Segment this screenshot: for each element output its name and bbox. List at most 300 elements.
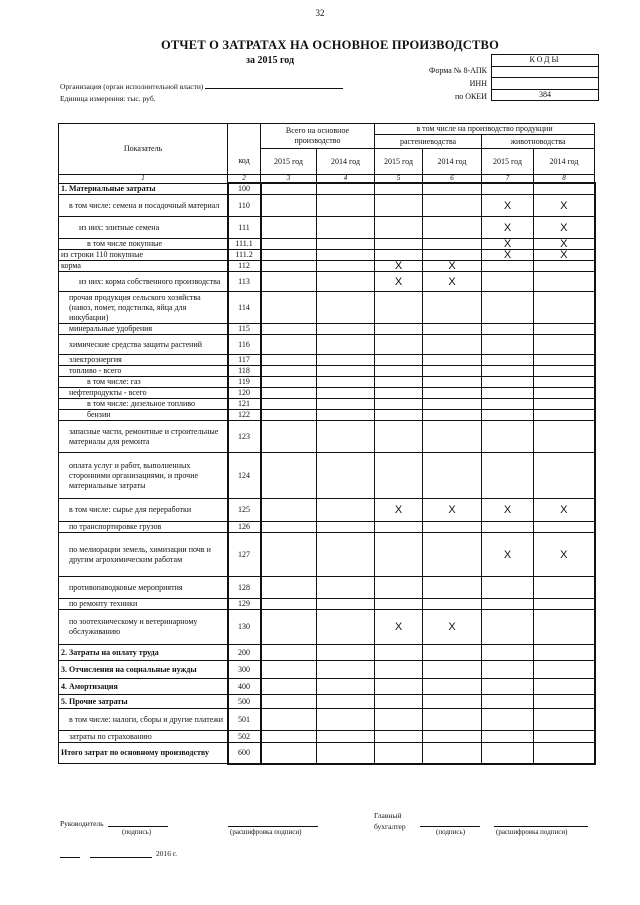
- value-cell[interactable]: [534, 272, 595, 292]
- value-cell[interactable]: [261, 610, 317, 645]
- value-cell[interactable]: [261, 599, 317, 610]
- value-cell[interactable]: [423, 217, 482, 239]
- inn-label: ИНН: [469, 79, 487, 88]
- row-code: 130: [228, 610, 261, 645]
- inn-code-cell: [492, 78, 599, 90]
- value-cell[interactable]: [482, 183, 534, 195]
- chief-signature-line[interactable]: [420, 826, 480, 827]
- row-code: 116: [228, 335, 261, 355]
- date-day-line[interactable]: [60, 857, 80, 858]
- value-cell[interactable]: [375, 292, 423, 324]
- value-cell[interactable]: [261, 399, 317, 410]
- table-row: [59, 183, 595, 195]
- row-indicator: в том числе: дизельное топливо: [59, 399, 228, 410]
- value-cell[interactable]: [317, 272, 375, 292]
- value-cell[interactable]: [375, 335, 423, 355]
- row-indicator: по зоотехническому и ветеринарному обслуживанию: [59, 610, 228, 645]
- value-cell[interactable]: [534, 183, 595, 195]
- report-title: ОТЧЕТ О ЗАТРАТАХ НА ОСНОВНОЕ ПРОИЗВОДСТВО: [160, 38, 500, 52]
- value-cell[interactable]: [375, 522, 423, 533]
- value-cell[interactable]: [423, 377, 482, 388]
- value-cell[interactable]: [482, 410, 534, 421]
- value-cell[interactable]: [261, 522, 317, 533]
- value-cell[interactable]: [261, 421, 317, 453]
- row-indicator: в том числе: семена и посадочный материал: [59, 195, 228, 217]
- value-cell[interactable]: [317, 695, 375, 709]
- value-cell[interactable]: [317, 399, 375, 410]
- header-code-blank: [228, 124, 261, 149]
- value-cell[interactable]: [317, 377, 375, 388]
- value-cell[interactable]: [482, 399, 534, 410]
- row-code: 122: [228, 410, 261, 421]
- value-cell[interactable]: [261, 645, 317, 661]
- value-cell[interactable]: [482, 355, 534, 366]
- value-cell[interactable]: [317, 533, 375, 577]
- value-cell[interactable]: [482, 335, 534, 355]
- value-cell[interactable]: [317, 183, 375, 195]
- not-applicable-mark: X: [482, 250, 534, 261]
- row-indicator: прочая продукция сельского хозяйства (навоз, помет, подстилка, яйца для инкубации): [59, 292, 228, 324]
- value-cell[interactable]: [375, 239, 423, 250]
- header-livestock-2014: 2014 год: [534, 149, 595, 175]
- value-cell[interactable]: [423, 599, 482, 610]
- organization-field[interactable]: [205, 88, 343, 89]
- value-cell[interactable]: [482, 599, 534, 610]
- value-cell[interactable]: [317, 410, 375, 421]
- col-number: 6: [423, 175, 482, 184]
- value-cell[interactable]: [375, 533, 423, 577]
- value-cell[interactable]: [317, 250, 375, 261]
- value-cell[interactable]: [482, 261, 534, 272]
- value-cell[interactable]: [534, 399, 595, 410]
- row-indicator: топливо - всего: [59, 366, 228, 377]
- okei-code-cell: 384: [492, 89, 599, 101]
- value-cell[interactable]: [423, 421, 482, 453]
- row-code: 112: [228, 261, 261, 272]
- row-indicator: Итого затрат по основному производству: [59, 743, 228, 764]
- row-code: 124: [228, 453, 261, 499]
- value-cell[interactable]: [423, 453, 482, 499]
- row-indicator: в том числе: сырье для переработки: [59, 499, 228, 522]
- not-applicable-mark: X: [482, 195, 534, 217]
- value-cell[interactable]: [317, 292, 375, 324]
- value-cell[interactable]: [261, 183, 317, 195]
- table-row: [59, 533, 595, 577]
- value-cell[interactable]: [423, 410, 482, 421]
- value-cell[interactable]: [482, 324, 534, 335]
- value-cell[interactable]: [375, 366, 423, 377]
- row-indicator: 4. Амортизация: [59, 679, 228, 695]
- not-applicable-mark: X: [534, 239, 595, 250]
- row-indicator: минеральные удобрения: [59, 324, 228, 335]
- header-livestock: животноводства: [482, 135, 595, 149]
- table-row: [59, 250, 595, 261]
- value-cell[interactable]: [317, 421, 375, 453]
- col-number: 1: [59, 175, 228, 184]
- value-cell[interactable]: [317, 709, 375, 731]
- table-body: [59, 183, 595, 764]
- value-cell[interactable]: [423, 533, 482, 577]
- value-cell[interactable]: [534, 261, 595, 272]
- value-cell[interactable]: [261, 250, 317, 261]
- value-cell[interactable]: [375, 645, 423, 661]
- not-applicable-mark: X: [482, 239, 534, 250]
- header-crop: растениеводства: [375, 135, 482, 149]
- row-code: 123: [228, 421, 261, 453]
- value-cell[interactable]: [261, 292, 317, 324]
- row-code: 110: [228, 195, 261, 217]
- value-cell[interactable]: [261, 499, 317, 522]
- value-cell[interactable]: [261, 217, 317, 239]
- value-cell[interactable]: [375, 661, 423, 679]
- value-cell[interactable]: [375, 577, 423, 599]
- value-cell[interactable]: [534, 453, 595, 499]
- value-cell[interactable]: [317, 335, 375, 355]
- value-cell[interactable]: [375, 410, 423, 421]
- table-row: [59, 195, 595, 217]
- table-row: [59, 453, 595, 499]
- value-cell[interactable]: [423, 709, 482, 731]
- value-cell[interactable]: [423, 731, 482, 743]
- value-cell[interactable]: [482, 743, 534, 764]
- chief-decoding-line[interactable]: [494, 826, 588, 827]
- value-cell[interactable]: [261, 355, 317, 366]
- row-code: 100: [228, 183, 261, 195]
- row-indicator: по мелиорации земель, химизации почв и другим агрохимическим работам: [59, 533, 228, 577]
- value-cell[interactable]: [534, 377, 595, 388]
- value-cell[interactable]: [261, 377, 317, 388]
- header-indicator: Показатель: [59, 124, 228, 175]
- row-code: 127: [228, 533, 261, 577]
- not-applicable-mark: X: [482, 499, 534, 522]
- col-number: 7: [482, 175, 534, 184]
- value-cell[interactable]: [423, 355, 482, 366]
- table-row: [59, 661, 595, 679]
- value-cell[interactable]: [482, 377, 534, 388]
- page-number: 32: [315, 8, 325, 18]
- value-cell[interactable]: [261, 661, 317, 679]
- value-cell[interactable]: [534, 709, 595, 731]
- value-cell[interactable]: [375, 355, 423, 366]
- table-row: [59, 399, 595, 410]
- header-total: Всего на основное производство: [261, 124, 375, 149]
- row-code: 115: [228, 324, 261, 335]
- organization-label: Организация (орган исполнительной власти): [60, 82, 343, 91]
- chief-decoding-caption: (расшифровка подписи): [496, 828, 568, 836]
- not-applicable-mark: X: [534, 217, 595, 239]
- header-crop-2014: 2014 год: [423, 149, 482, 175]
- head-signature-line[interactable]: [108, 826, 168, 827]
- value-cell[interactable]: [482, 453, 534, 499]
- value-cell[interactable]: [317, 453, 375, 499]
- value-cell[interactable]: [423, 183, 482, 195]
- value-cell[interactable]: [534, 599, 595, 610]
- head-decoding-caption: (расшифровка подписи): [230, 828, 302, 836]
- costs-table: [58, 123, 596, 765]
- col-number: 3: [261, 175, 317, 184]
- row-code: 111.2: [228, 250, 261, 261]
- value-cell[interactable]: [482, 577, 534, 599]
- value-cell[interactable]: [261, 388, 317, 399]
- value-cell[interactable]: [375, 679, 423, 695]
- value-cell[interactable]: [423, 239, 482, 250]
- not-applicable-mark: X: [423, 610, 482, 645]
- row-code: 502: [228, 731, 261, 743]
- row-code: 600: [228, 743, 261, 764]
- value-cell[interactable]: [482, 292, 534, 324]
- header-total-2015: 2015 год: [261, 149, 317, 175]
- table-row: [59, 709, 595, 731]
- value-cell[interactable]: [261, 731, 317, 743]
- value-cell[interactable]: [482, 522, 534, 533]
- value-cell[interactable]: [482, 731, 534, 743]
- table-row: [59, 335, 595, 355]
- row-code: 111: [228, 217, 261, 239]
- not-applicable-mark: X: [534, 533, 595, 577]
- not-applicable-mark: X: [423, 499, 482, 522]
- value-cell[interactable]: [317, 679, 375, 695]
- value-cell[interactable]: [534, 661, 595, 679]
- value-cell[interactable]: [375, 421, 423, 453]
- col-number: 8: [534, 175, 595, 184]
- header-livestock-2015: 2015 год: [482, 149, 534, 175]
- value-cell[interactable]: [317, 499, 375, 522]
- value-cell[interactable]: [423, 195, 482, 217]
- row-indicator: химические средства защиты растений: [59, 335, 228, 355]
- table-row: [59, 577, 595, 599]
- value-cell[interactable]: [534, 324, 595, 335]
- table-row: [59, 217, 595, 239]
- value-cell[interactable]: [375, 599, 423, 610]
- not-applicable-mark: X: [375, 499, 423, 522]
- col-number: 2: [228, 175, 261, 184]
- header-crop-2015: 2015 год: [375, 149, 423, 175]
- value-cell[interactable]: [261, 239, 317, 250]
- value-cell[interactable]: [261, 366, 317, 377]
- chief-signature-caption: (подпись): [436, 828, 466, 836]
- head-signature-caption: (подпись): [122, 828, 152, 836]
- value-cell[interactable]: [317, 743, 375, 764]
- table-row: [59, 599, 595, 610]
- value-cell[interactable]: [375, 709, 423, 731]
- value-cell[interactable]: [482, 709, 534, 731]
- table-row: [59, 645, 595, 661]
- value-cell[interactable]: [317, 645, 375, 661]
- table-row: [59, 421, 595, 453]
- not-applicable-mark: X: [534, 499, 595, 522]
- value-cell[interactable]: [534, 335, 595, 355]
- row-code: 500: [228, 695, 261, 709]
- value-cell[interactable]: [534, 410, 595, 421]
- value-cell[interactable]: [482, 695, 534, 709]
- row-indicator: 2. Затраты на оплату труда: [59, 645, 228, 661]
- value-cell[interactable]: [534, 695, 595, 709]
- row-indicator: нефтепродукты - всего: [59, 388, 228, 399]
- value-cell[interactable]: [482, 421, 534, 453]
- row-code: 128: [228, 577, 261, 599]
- row-code: 118: [228, 366, 261, 377]
- row-code: 129: [228, 599, 261, 610]
- row-indicator: из них: корма собственного производства: [59, 272, 228, 292]
- codes-box: [491, 54, 599, 101]
- row-indicator: 5. Прочие затраты: [59, 695, 228, 709]
- value-cell[interactable]: [317, 599, 375, 610]
- value-cell[interactable]: [482, 661, 534, 679]
- value-cell[interactable]: [375, 377, 423, 388]
- value-cell[interactable]: [317, 366, 375, 377]
- value-cell[interactable]: [261, 533, 317, 577]
- value-cell[interactable]: [375, 743, 423, 764]
- value-cell[interactable]: [317, 731, 375, 743]
- row-code: 114: [228, 292, 261, 324]
- value-cell[interactable]: [534, 355, 595, 366]
- row-indicator: оплата услуг и работ, выполненных сторонними организациями, и прочие материальные затраты: [59, 453, 228, 499]
- value-cell[interactable]: [482, 645, 534, 661]
- value-cell[interactable]: [482, 272, 534, 292]
- value-cell[interactable]: [534, 292, 595, 324]
- value-cell[interactable]: [423, 645, 482, 661]
- value-cell[interactable]: [261, 743, 317, 764]
- value-cell[interactable]: [261, 335, 317, 355]
- value-cell[interactable]: [423, 335, 482, 355]
- value-cell[interactable]: [534, 421, 595, 453]
- value-cell[interactable]: [375, 731, 423, 743]
- value-cell[interactable]: [317, 355, 375, 366]
- not-applicable-mark: X: [534, 250, 595, 261]
- value-cell[interactable]: [423, 388, 482, 399]
- value-cell[interactable]: [534, 522, 595, 533]
- table-row: [59, 388, 595, 399]
- not-applicable-mark: X: [375, 261, 423, 272]
- value-cell[interactable]: [317, 388, 375, 399]
- table-row: [59, 499, 595, 522]
- value-cell[interactable]: [317, 195, 375, 217]
- value-cell[interactable]: [534, 366, 595, 377]
- value-cell[interactable]: [317, 522, 375, 533]
- value-cell[interactable]: [317, 577, 375, 599]
- value-cell[interactable]: [423, 577, 482, 599]
- not-applicable-mark: X: [482, 217, 534, 239]
- value-cell[interactable]: [423, 399, 482, 410]
- row-code: 300: [228, 661, 261, 679]
- value-cell[interactable]: [317, 261, 375, 272]
- value-cell[interactable]: [423, 522, 482, 533]
- column-numbers-row: [59, 175, 595, 184]
- value-cell[interactable]: [482, 388, 534, 399]
- value-cell[interactable]: [261, 577, 317, 599]
- row-indicator: по транспортировке грузов: [59, 522, 228, 533]
- not-applicable-mark: X: [375, 610, 423, 645]
- table-row: [59, 731, 595, 743]
- row-indicator: в том числе: налоги, сборы и другие платежи: [59, 709, 228, 731]
- value-cell[interactable]: [482, 679, 534, 695]
- value-cell[interactable]: [423, 292, 482, 324]
- header-total-2014: 2014 год: [317, 149, 375, 175]
- value-cell[interactable]: [534, 577, 595, 599]
- row-code: 501: [228, 709, 261, 731]
- codes-header: КОДЫ: [492, 55, 599, 67]
- value-cell[interactable]: [534, 388, 595, 399]
- value-cell[interactable]: [375, 453, 423, 499]
- value-cell[interactable]: [423, 366, 482, 377]
- row-indicator: 1. Материальные затраты: [59, 183, 228, 195]
- value-cell[interactable]: [375, 250, 423, 261]
- value-cell[interactable]: [261, 709, 317, 731]
- table-row: [59, 355, 595, 366]
- head-decoding-line[interactable]: [228, 826, 318, 827]
- value-cell[interactable]: [423, 250, 482, 261]
- not-applicable-mark: X: [423, 261, 482, 272]
- value-cell[interactable]: [482, 610, 534, 645]
- value-cell[interactable]: [261, 261, 317, 272]
- value-cell[interactable]: [261, 324, 317, 335]
- report-period: за 2015 год: [245, 55, 295, 66]
- value-cell[interactable]: [423, 743, 482, 764]
- value-cell[interactable]: [261, 272, 317, 292]
- value-cell[interactable]: [482, 366, 534, 377]
- row-code: 113: [228, 272, 261, 292]
- form-code-cell: [492, 66, 599, 78]
- header-code: код: [228, 149, 261, 175]
- row-indicator: корма: [59, 261, 228, 272]
- value-cell[interactable]: [261, 195, 317, 217]
- row-indicator: по ремонту техники: [59, 599, 228, 610]
- value-cell[interactable]: [317, 324, 375, 335]
- value-cell[interactable]: [423, 661, 482, 679]
- value-cell[interactable]: [375, 217, 423, 239]
- table-row: [59, 239, 595, 250]
- not-applicable-mark: X: [423, 272, 482, 292]
- value-cell[interactable]: [375, 195, 423, 217]
- value-cell[interactable]: [317, 217, 375, 239]
- not-applicable-mark: X: [375, 272, 423, 292]
- value-cell[interactable]: [534, 743, 595, 764]
- value-cell[interactable]: [317, 610, 375, 645]
- row-indicator: из них: элитные семена: [59, 217, 228, 239]
- value-cell[interactable]: [317, 661, 375, 679]
- value-cell[interactable]: [423, 324, 482, 335]
- date-month-line[interactable]: [90, 857, 152, 858]
- value-cell[interactable]: [534, 731, 595, 743]
- table-row: [59, 261, 595, 272]
- row-code: 111.1: [228, 239, 261, 250]
- form-label: Форма № 8-АПК: [429, 66, 487, 75]
- table-row: [59, 292, 595, 324]
- value-cell[interactable]: [375, 695, 423, 709]
- row-indicator: 3. Отчисления на социальные нужды: [59, 661, 228, 679]
- col-number: 4: [317, 175, 375, 184]
- value-cell[interactable]: [375, 183, 423, 195]
- value-cell[interactable]: [423, 695, 482, 709]
- value-cell[interactable]: [534, 679, 595, 695]
- value-cell[interactable]: [534, 610, 595, 645]
- value-cell[interactable]: [317, 239, 375, 250]
- value-cell[interactable]: [261, 453, 317, 499]
- row-indicator: запасные части, ремонтные и строительные материалы для ремонта: [59, 421, 228, 453]
- value-cell[interactable]: [375, 388, 423, 399]
- value-cell[interactable]: [423, 679, 482, 695]
- value-cell[interactable]: [375, 324, 423, 335]
- value-cell[interactable]: [261, 695, 317, 709]
- row-code: 119: [228, 377, 261, 388]
- row-indicator: противопаводковые мероприятия: [59, 577, 228, 599]
- value-cell[interactable]: [261, 679, 317, 695]
- value-cell[interactable]: [375, 399, 423, 410]
- unit-label: Единица измерения: тыс. руб.: [60, 94, 156, 103]
- header-incl: в том числе на производство продукции: [375, 124, 595, 135]
- value-cell[interactable]: [534, 645, 595, 661]
- value-cell[interactable]: [261, 410, 317, 421]
